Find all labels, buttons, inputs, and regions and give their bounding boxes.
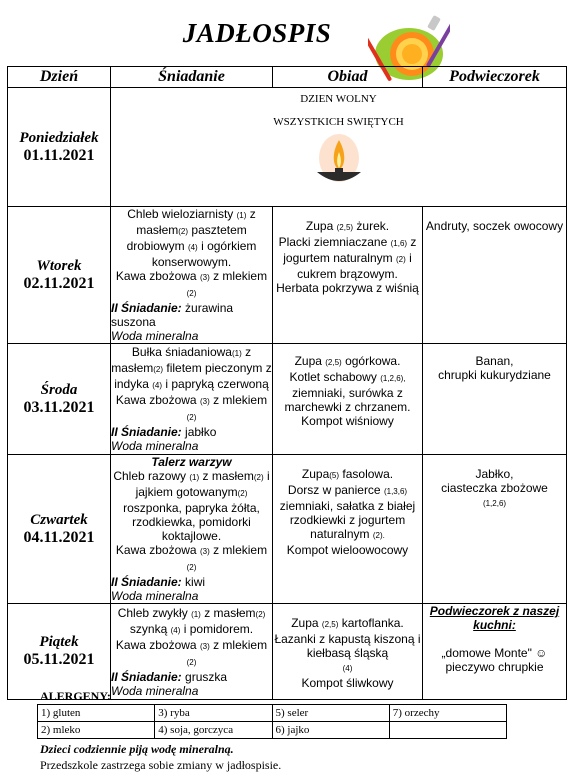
snack-cell <box>423 207 567 344</box>
day-date: 02.11.2021 <box>23 274 95 292</box>
second-breakfast: II Śniadanie: żurawina suszona <box>111 301 234 329</box>
row-wednesday <box>8 344 567 455</box>
breakfast-text: Chleb razowy <box>113 469 187 483</box>
snack-cell <box>423 344 567 455</box>
lunch-text: z jogurtem naturalnym <box>283 235 417 265</box>
breakfast-text: Kawa zbożowa <box>115 543 197 557</box>
header-lunch: Obiad <box>273 67 423 88</box>
allergens-row <box>38 705 507 722</box>
lunch-text: Łazanki z kapustą kiszoną i kiełbasą śląską <box>274 632 421 660</box>
snack-cell <box>423 604 567 700</box>
plate-label: Talerz warzyw <box>151 455 232 469</box>
breakfast-text: roszponka, papryka żółta, rzodkiewka, pomidorki koktajlowe. <box>123 501 260 543</box>
allergen-ref: (1,6) <box>390 239 408 248</box>
allergen-ref: (3) <box>199 641 210 651</box>
header-day: Dzień <box>8 67 111 88</box>
breakfast-text: z mlekiem <box>213 637 268 652</box>
breakfast-text: z masłem <box>204 605 256 620</box>
breakfast-cell <box>111 344 273 455</box>
row-tuesday <box>8 207 567 344</box>
breakfast-cell <box>111 604 273 700</box>
breakfast-text: z masłem <box>202 469 254 483</box>
lunch-text: Kompot wieloowocowy <box>286 543 409 557</box>
header-snack: Podwieczorek <box>423 67 567 88</box>
lunch-text: Kompot śliwkowy <box>301 676 394 690</box>
allergen-ref: (3) <box>199 273 210 282</box>
breakfast-text: z mlekiem <box>213 543 268 557</box>
day-name: Piątek <box>39 634 79 650</box>
breakfast-cell <box>111 455 273 604</box>
allergens-title: ALERGENY: <box>40 689 111 703</box>
breakfast-text: Kawa zbożowa <box>115 637 197 652</box>
water-notice: Dzieci codziennie piją wodę mineralną. <box>40 742 234 756</box>
allergen-item: 6) jajko <box>272 722 389 739</box>
allergens-row <box>38 722 507 739</box>
allergen-ref: (1) <box>231 349 242 358</box>
breakfast-text: z mlekiem <box>213 393 268 407</box>
day-cell <box>8 604 111 700</box>
allergen-ref: (3) <box>199 547 210 556</box>
breakfast-text: i pomidorem. <box>183 621 254 636</box>
lunch-text: Kompot wiśniowy <box>301 414 394 428</box>
lunch-text: Zupa <box>301 467 330 481</box>
allergen-ref: (4) <box>342 664 353 673</box>
day-cell <box>8 207 111 344</box>
allergen-ref: (2,5) <box>325 358 342 367</box>
day-name: Wtorek <box>36 257 82 274</box>
lunch-text: Herbata pokrzywa z wiśnią <box>276 281 419 295</box>
row-thursday <box>8 455 567 604</box>
allergen-ref: (2,5) <box>336 223 354 232</box>
breakfast-text: Bułka śniadaniowa <box>131 345 232 359</box>
menu-header-row <box>8 67 567 88</box>
lunch-text: Placki ziemniaczane <box>278 235 388 249</box>
breakfast-text: filetem pieczonym z indyka <box>114 361 272 391</box>
day-name: Środa <box>40 381 78 398</box>
breakfast-cell <box>111 207 273 344</box>
day-name: Czwartek <box>30 511 88 528</box>
header-breakfast: Śniadanie <box>111 67 273 88</box>
breakfast-text: i ogórkiem konserwowym. <box>151 239 257 269</box>
changes-notice: Przedszkole zastrzega sobie zmiany w jadłospisie. <box>40 758 282 772</box>
allergen-ref: (2) <box>253 473 264 482</box>
lunch-text: ogórkowa. <box>345 354 401 368</box>
breakfast-text: Chleb zwykły <box>117 605 188 620</box>
allergen-ref: (1,2,6), <box>380 374 406 383</box>
breakfast-text: Kawa zbożowa <box>115 269 197 283</box>
row-friday <box>8 604 567 700</box>
day-date: 05.11.2021 <box>23 651 95 668</box>
allergen-ref: (2) <box>395 255 406 264</box>
allergen-ref: (2) <box>186 413 197 422</box>
allergen-item: 1) gluten <box>38 705 155 722</box>
row-monday <box>8 88 567 207</box>
allergen-ref: (5) <box>329 471 340 480</box>
lunch-cell <box>273 604 423 700</box>
breakfast-text: z masłem <box>136 207 256 237</box>
candle-icon <box>311 132 367 192</box>
snack-text: Jabłko, <box>475 467 514 481</box>
allergen-item: 7) orzechy <box>389 705 506 722</box>
allergen-ref: (2) <box>186 563 197 572</box>
second-breakfast: II Śniadanie: kiwi <box>111 575 206 589</box>
allergen-ref: (2,5) <box>321 620 339 629</box>
lunch-cell <box>273 207 423 344</box>
holiday-line-1: DZIEN WOLNY <box>300 93 377 105</box>
allergen-ref: (2) <box>255 609 266 619</box>
allergen-ref: (4) <box>152 381 163 390</box>
allergen-item: 3) ryba <box>155 705 272 722</box>
breakfast-text: z masłem <box>111 345 252 375</box>
lunch-text: żurek. <box>356 219 390 233</box>
lunch-text: kartoflanka. <box>341 616 404 630</box>
day-date: 01.11.2021 <box>23 146 95 164</box>
day-cell <box>8 344 111 455</box>
lunch-cell <box>273 344 423 455</box>
snack-text: pieczywo chrupkie <box>445 660 544 674</box>
day-cell <box>8 455 111 604</box>
allergen-ref: (1) <box>236 211 247 220</box>
lunch-text: Zupa <box>294 354 322 368</box>
allergen-ref: (4) <box>170 625 181 635</box>
lunch-cell <box>273 455 423 604</box>
holiday-line-2: WSZYSTKICH SWIĘTYCH <box>273 116 404 128</box>
allergens-table <box>37 704 507 739</box>
holiday-cell <box>111 88 567 207</box>
snack-heading: Podwieczorek z naszej kuchni: <box>429 604 560 632</box>
breakfast-text: Chleb wieloziarnisty <box>127 207 234 221</box>
lunch-text: ziemniaki, surówka z marchewki z chrzanem. <box>284 386 411 414</box>
water-note: Woda mineralna <box>111 329 199 343</box>
allergen-ref: (1) <box>189 473 200 482</box>
breakfast-text: z mlekiem <box>213 269 268 283</box>
snack-text: Andruty, soczek owocowy <box>425 219 564 233</box>
breakfast-text: i jajkiem gotowanym <box>135 469 270 499</box>
allergen-ref: (2) <box>186 657 197 667</box>
lunch-text: Zupa <box>291 616 319 630</box>
lunch-text: fasolowa. <box>342 467 394 481</box>
day-date: 03.11.2021 <box>23 398 95 416</box>
allergen-ref: (1,3,6) <box>383 487 408 496</box>
allergen-ref: (1,2,6) <box>482 499 507 508</box>
snack-cell <box>423 455 567 604</box>
allergen-item: 5) seler <box>272 705 389 722</box>
allergen-ref: (1) <box>191 609 201 619</box>
water-note: Woda mineralna <box>111 589 199 603</box>
day-date: 04.11.2021 <box>23 528 95 546</box>
allergen-item <box>389 722 506 739</box>
allergen-ref: (2) <box>237 489 248 498</box>
day-cell <box>8 88 111 207</box>
snack-text: ciasteczka zbożowe <box>441 481 548 495</box>
allergen-item: 2) mleko <box>38 722 155 739</box>
allergen-item: 4) soja, gorczyca <box>155 722 272 739</box>
breakfast-text: i papryką czerwoną <box>165 377 269 391</box>
snack-text: chrupki kukurydziane <box>438 368 551 382</box>
lunch-text: Dorsz w panierce <box>287 483 381 497</box>
snack-text: „domowe Monte" ☺ <box>441 646 548 660</box>
breakfast-text: pasztetem drobiowym <box>126 223 247 253</box>
lunch-text: ziemniaki, sałatka z białej rzodkiewki z jogurtem naturalnym <box>279 499 416 541</box>
allergen-ref: (2) <box>186 289 197 298</box>
menu-table <box>7 66 567 700</box>
allergen-ref: (4) <box>187 243 198 252</box>
day-name: Poniedziałek <box>19 129 99 146</box>
lunch-text: Kotlet schabowy <box>289 370 377 384</box>
second-breakfast: II Śniadanie: jabłko <box>111 425 217 439</box>
snack-text: Banan, <box>475 354 514 368</box>
lunch-text: i cukrem brązowym. <box>297 251 412 281</box>
second-breakfast: II Śniadanie: gruszka <box>111 669 228 684</box>
lunch-text: Zupa <box>305 219 334 233</box>
allergen-ref: (2) <box>153 365 164 374</box>
page-title: JADŁOSPIS <box>182 18 332 48</box>
allergen-ref: (3) <box>199 397 210 406</box>
breakfast-text: Kawa zbożowa <box>115 393 197 407</box>
breakfast-text: szynką <box>129 621 168 636</box>
allergen-ref: (2) <box>178 227 189 236</box>
allergen-ref: (2). <box>372 531 385 540</box>
water-note: Woda mineralna <box>111 683 199 698</box>
water-note: Woda mineralna <box>111 439 199 453</box>
